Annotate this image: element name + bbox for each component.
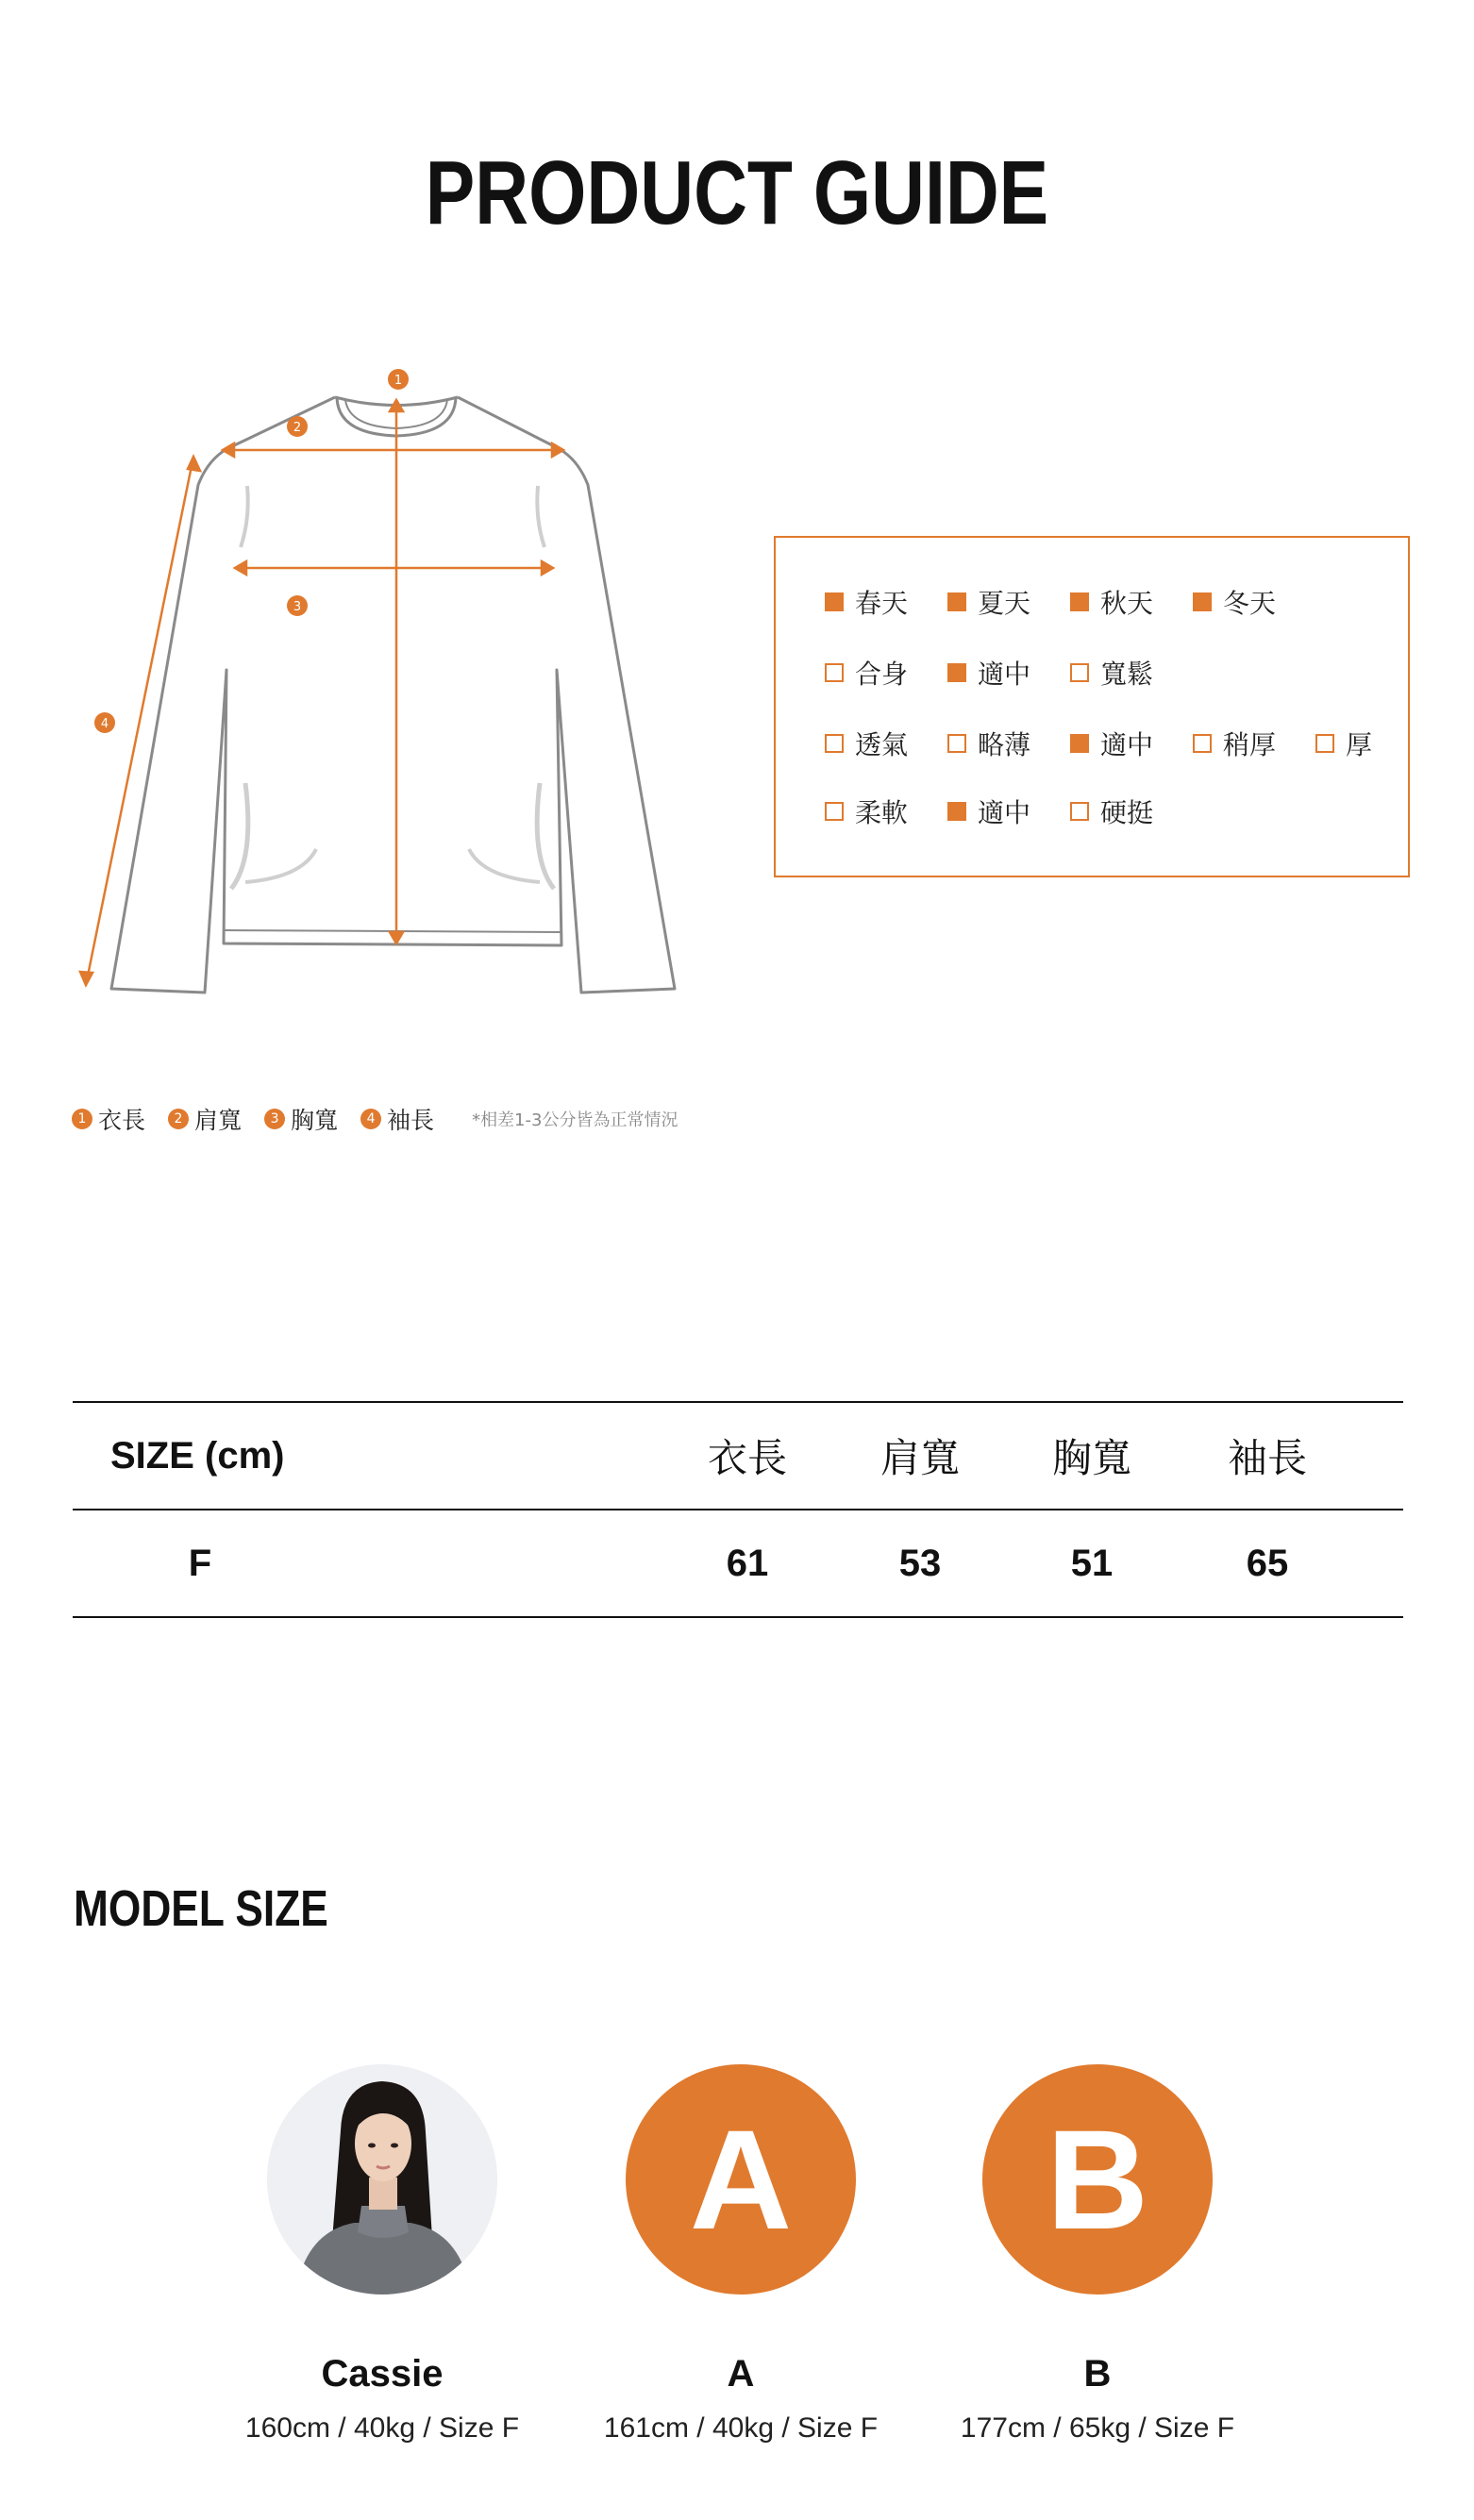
sweater-outline bbox=[111, 397, 675, 993]
chest-value: 51 bbox=[1070, 1542, 1114, 1584]
option-breathable: 透氣 bbox=[825, 725, 947, 762]
checkbox-unchecked-icon bbox=[825, 802, 844, 821]
option-winter: 冬天 bbox=[1193, 583, 1315, 621]
season-row bbox=[825, 583, 1315, 621]
table-row bbox=[73, 1510, 1403, 1616]
checkbox-checked-icon bbox=[1070, 592, 1089, 611]
model-size-title: MODEL SIZE bbox=[74, 1880, 328, 1937]
garment-diagram bbox=[57, 359, 717, 1038]
sleeve-value: 65 bbox=[1246, 1542, 1289, 1584]
checkbox-checked-icon bbox=[947, 663, 966, 682]
model-card-b bbox=[956, 2064, 1239, 2445]
tolerance-note: *相差1-3公分皆為正常情況 bbox=[472, 1110, 678, 1130]
checkbox-unchecked-icon bbox=[1315, 734, 1334, 753]
option-thickness-medium: 適中 bbox=[1070, 725, 1193, 762]
col-chest-header: 胸寬 bbox=[1051, 1435, 1131, 1481]
table-bottom-rule bbox=[73, 1616, 1403, 1618]
key-length: 1 衣長 bbox=[72, 1102, 145, 1136]
checkbox-unchecked-icon bbox=[1070, 663, 1089, 682]
checkbox-unchecked-icon bbox=[825, 734, 844, 753]
fabric-attributes-panel bbox=[774, 536, 1410, 877]
model-letter-avatar: B bbox=[982, 2064, 1213, 2295]
page-title: PRODUCT GUIDE bbox=[425, 142, 1049, 243]
model-photo-avatar bbox=[267, 2064, 497, 2295]
col-shoulder-header: 肩寬 bbox=[879, 1435, 960, 1481]
option-fitted: 合身 bbox=[825, 654, 947, 692]
key-shoulder: 2 肩寬 bbox=[168, 1102, 242, 1136]
option-thin: 略薄 bbox=[947, 725, 1070, 762]
checkbox-unchecked-icon bbox=[1070, 802, 1089, 821]
model-stats: 177cm / 65kg / Size F bbox=[960, 2412, 1235, 2444]
model-letter-avatar: A bbox=[626, 2064, 856, 2295]
checkbox-unchecked-icon bbox=[825, 663, 844, 682]
model-name: B bbox=[1083, 2353, 1112, 2395]
model-stats: 161cm / 40kg / Size F bbox=[603, 2412, 879, 2444]
option-soft: 柔軟 bbox=[825, 793, 947, 830]
checkbox-checked-icon bbox=[1193, 592, 1212, 611]
option-autumn: 秋天 bbox=[1070, 583, 1193, 621]
table-header-row bbox=[73, 1403, 1403, 1509]
checkbox-checked-icon bbox=[1070, 734, 1089, 753]
col-sleeve-header: 袖長 bbox=[1227, 1435, 1307, 1481]
model-card-a bbox=[599, 2064, 882, 2445]
model-portrait-icon bbox=[267, 2064, 497, 2295]
measurement-lines bbox=[80, 400, 563, 985]
col-length-header: 衣長 bbox=[707, 1435, 787, 1481]
shoulder-value: 53 bbox=[898, 1542, 942, 1584]
option-spring: 春天 bbox=[825, 583, 947, 621]
svg-text:2: 2 bbox=[293, 421, 302, 435]
option-fit-medium: 適中 bbox=[947, 654, 1070, 692]
option-softness-medium: 適中 bbox=[947, 793, 1070, 830]
measurement-markers bbox=[94, 369, 409, 733]
option-slightly-thick: 稍厚 bbox=[1193, 725, 1315, 762]
length-value: 61 bbox=[726, 1542, 769, 1584]
svg-text:4: 4 bbox=[100, 717, 109, 731]
key-chest: 3 胸寬 bbox=[264, 1102, 338, 1136]
checkbox-checked-icon bbox=[947, 592, 966, 611]
svg-text:1: 1 bbox=[394, 374, 403, 388]
model-card-cassie bbox=[241, 2064, 524, 2445]
thickness-row bbox=[825, 725, 1438, 762]
svg-text:3: 3 bbox=[293, 600, 302, 614]
measurement-key bbox=[72, 1102, 678, 1136]
option-loose: 寬鬆 bbox=[1070, 654, 1193, 692]
model-name: A bbox=[727, 2353, 755, 2395]
key-sleeve: 4 袖長 bbox=[360, 1102, 434, 1136]
fit-row bbox=[825, 654, 1193, 692]
option-thick: 厚 bbox=[1315, 725, 1438, 762]
size-cell: F bbox=[188, 1542, 212, 1584]
softness-row bbox=[825, 793, 1193, 830]
option-stiff: 硬挺 bbox=[1070, 793, 1193, 830]
model-name: Cassie bbox=[321, 2353, 444, 2395]
model-stats: 160cm / 40kg / Size F bbox=[244, 2412, 520, 2444]
checkbox-unchecked-icon bbox=[1193, 734, 1212, 753]
checkbox-checked-icon bbox=[825, 592, 844, 611]
option-summer: 夏天 bbox=[947, 583, 1070, 621]
size-table bbox=[73, 1401, 1403, 1618]
checkbox-checked-icon bbox=[947, 802, 966, 821]
checkbox-unchecked-icon bbox=[947, 734, 966, 753]
size-header: SIZE (cm) bbox=[110, 1434, 285, 1477]
